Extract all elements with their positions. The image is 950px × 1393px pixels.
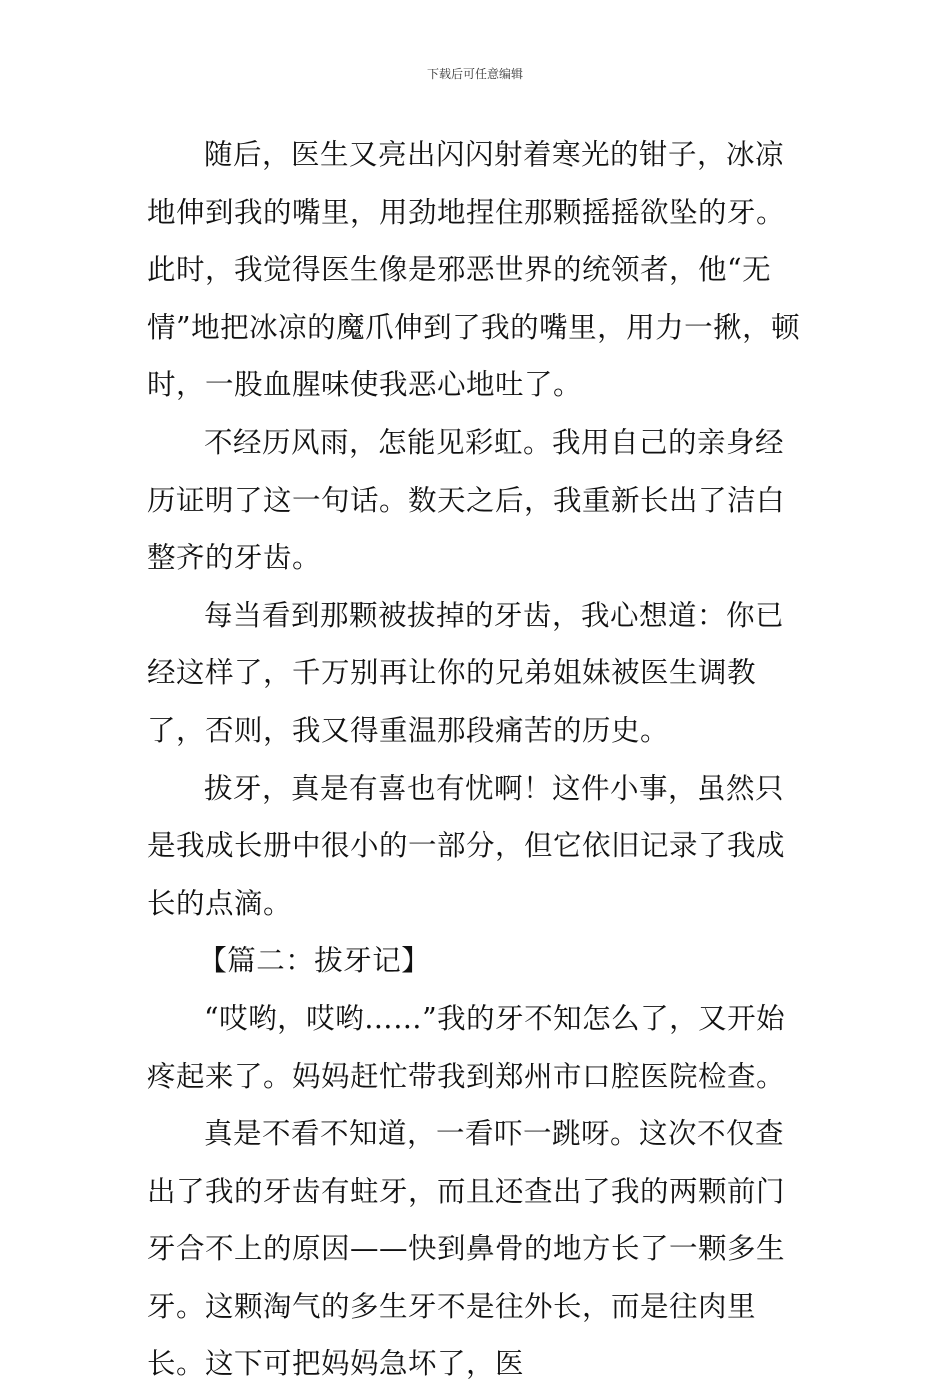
page-header: 下载后可任意编辑 <box>426 67 523 81</box>
paragraph-conclusion: 拔牙，真是有喜也有忧啊！这件小事，虽然只是我成长册中很小的一部分，但它依旧记录了我成长的点滴。 <box>147 771 786 920</box>
paragraph-checkup: 真是不看不知道，一看吓一跳呀。这次不仅查出了我的牙齿有蛀牙，而且还查出了我的两颗前门牙合不上的原因——快到鼻骨的地方长了一颗多生牙。这颗淘气的多生牙不是往外长，而是往肉里长。这下可把妈妈急坏了，医 <box>147 1117 786 1381</box>
section-heading: 【篇二：拔牙记】 <box>198 944 431 978</box>
paragraph-rainbow: 不经历风雨，怎能见彩虹。我用自己的亲身经历证明了这一句话。数天之后，我重新长出了洁白整齐的牙齿。 <box>147 425 786 575</box>
article-body <box>147 126 807 1393</box>
paragraph-extraction: 随后，医生又亮出闪闪射着寒光的钳子，冰凉地伸到我的嘴里，用劲地捏住那颗摇摇欲坠的牙。此时，我觉得医生像是邪恶世界的统领者，他“无情”地把冰凉的魔爪伸到了我的嘴里，用力一揪，顿时，一股血腥味使我恶心地吐了。 <box>147 138 801 402</box>
paragraph-reflection: 每当看到那颗被拔掉的牙齿，我心想道：你已经这样了，千万别再让你的兄弟姐妹被医生调教了，否则，我又得重温那段痛苦的历史。 <box>147 598 785 747</box>
paragraph-toothache: “哎哟，哎哟……”我的牙不知怎么了，又开始疼起来了。妈妈赶忙带我到郑州市口腔医院检查。 <box>147 1001 786 1093</box>
